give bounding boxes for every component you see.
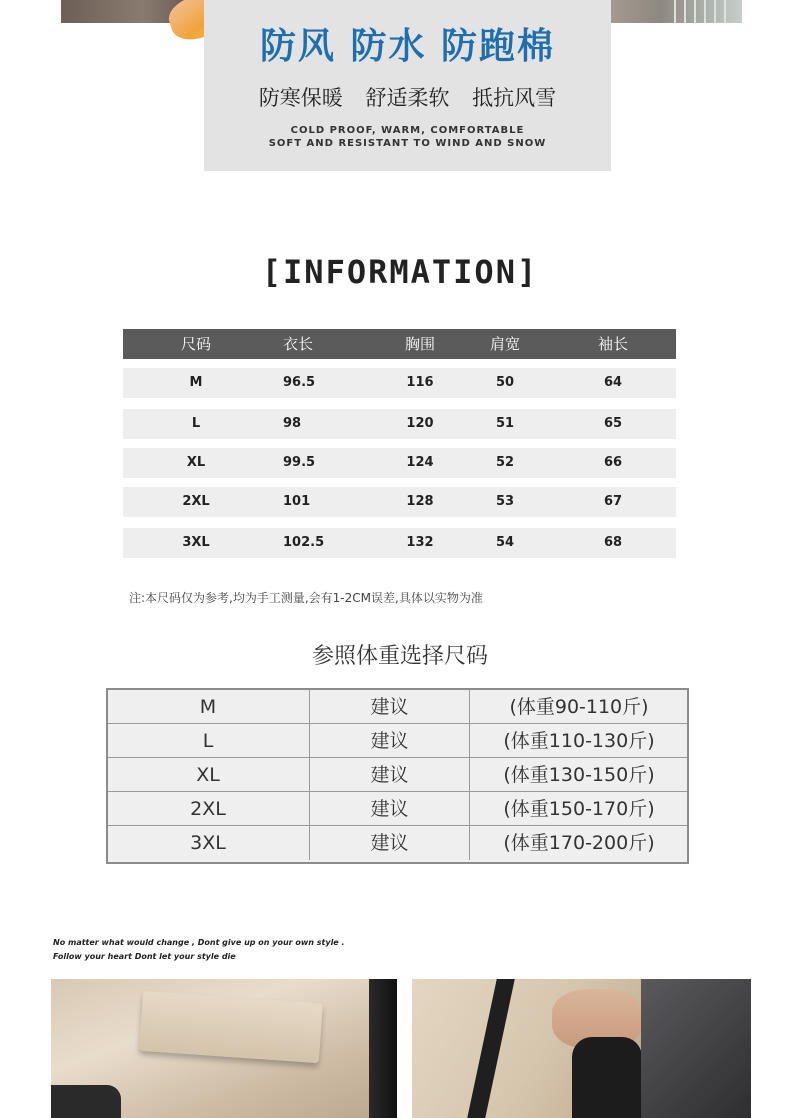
slogan-line2: Follow your heart Dont let your style die (53, 952, 236, 961)
cell-length: 102.5 (283, 535, 325, 550)
feature-subtitle: 防寒保暖 舒适柔软 抵抗风雪 (258, 86, 557, 110)
weight-suggest: 建议 (309, 690, 469, 724)
measurement-note: 注:本尺码仅为参考,均为手工测量,会有1-2CM误差,具体以实物为准 (129, 591, 483, 605)
header-shoulder: 肩宽 (489, 335, 520, 353)
background-window-shape (641, 979, 751, 1118)
table-row (108, 826, 687, 860)
weight-range: (体重130-150斤) (469, 758, 688, 792)
header-chest: 胸围 (404, 335, 435, 353)
cell-sleeve: 64 (603, 375, 623, 390)
weight-size: L (202, 730, 214, 752)
table-row (123, 448, 676, 478)
cell-size: L (191, 416, 201, 431)
cell-chest: 116 (406, 375, 434, 390)
header-size: 尺码 (180, 335, 211, 353)
cell-shoulder: 50 (495, 375, 515, 390)
weight-suggest: 建议 (309, 758, 469, 792)
cell-shoulder: 51 (495, 416, 515, 431)
cell-chest: 128 (406, 494, 434, 509)
cell-sleeve: 68 (603, 535, 623, 550)
weight-size: 2XL (190, 798, 226, 820)
cell-sleeve: 67 (603, 494, 623, 509)
cell-length: 98 (283, 416, 302, 431)
weight-guide-title: 参照体重选择尺码 (311, 644, 488, 669)
weight-size: XL (196, 764, 220, 786)
cell-size: 2XL (182, 494, 210, 509)
sleeve-cuff-shape (572, 1037, 642, 1118)
information-heading: [INFORMATION] (261, 253, 539, 291)
table-row (123, 409, 676, 439)
cell-shoulder: 53 (495, 494, 515, 509)
cell-sleeve: 65 (603, 416, 623, 431)
size-table-header (123, 329, 676, 359)
cell-length: 99.5 (283, 455, 316, 470)
table-row (108, 724, 687, 758)
cell-chest: 132 (406, 535, 434, 550)
weight-size: M (199, 696, 217, 718)
cell-size: XL (186, 455, 206, 470)
slogan-line1: No matter what would change , Dont give up on your own style . (53, 938, 345, 947)
weight-range: (体重90-110斤) (469, 690, 688, 724)
weight-suggest: 建议 (309, 792, 469, 826)
pocket-flap-shape (139, 991, 323, 1063)
feature-english-line2: SOFT AND RESISTANT TO WIND AND SNOW (268, 138, 547, 149)
header-sleeve: 袖长 (597, 335, 628, 353)
feature-title: 防风 防水 防跑棉 (259, 26, 556, 67)
cell-size: 3XL (182, 535, 210, 550)
table-row (108, 792, 687, 826)
cell-length: 96.5 (283, 375, 316, 390)
header-length: 衣长 (282, 335, 313, 353)
sleeve-cuff-shape (51, 1085, 121, 1118)
table-row (123, 528, 676, 558)
cell-sleeve: 66 (603, 455, 623, 470)
product-photo-pocket (51, 979, 397, 1118)
feature-english-line1: COLD PROOF, WARM, COMFORTABLE (290, 125, 525, 136)
table-row (108, 758, 687, 792)
cell-size: M (189, 375, 203, 390)
weight-suggest: 建议 (309, 826, 469, 860)
cell-chest: 124 (406, 455, 434, 470)
table-row (123, 487, 676, 517)
weight-suggest: 建议 (309, 724, 469, 758)
weight-range: (体重150-170斤) (469, 792, 688, 826)
zipper-shape (467, 979, 515, 1118)
weight-range: (体重170-200斤) (469, 826, 688, 860)
weight-size: 3XL (190, 832, 226, 854)
cell-shoulder: 52 (495, 455, 515, 470)
feature-card (204, 0, 611, 171)
weight-guide-table (106, 688, 689, 864)
table-row (123, 368, 676, 398)
product-photo-cuff (412, 979, 751, 1118)
cell-shoulder: 54 (495, 535, 515, 550)
table-row (108, 690, 687, 724)
zipper-placket-shape (369, 979, 397, 1118)
cell-length: 101 (283, 494, 311, 509)
cell-chest: 120 (406, 416, 434, 431)
background-rail (674, 0, 734, 23)
weight-range: (体重110-130斤) (469, 724, 688, 758)
